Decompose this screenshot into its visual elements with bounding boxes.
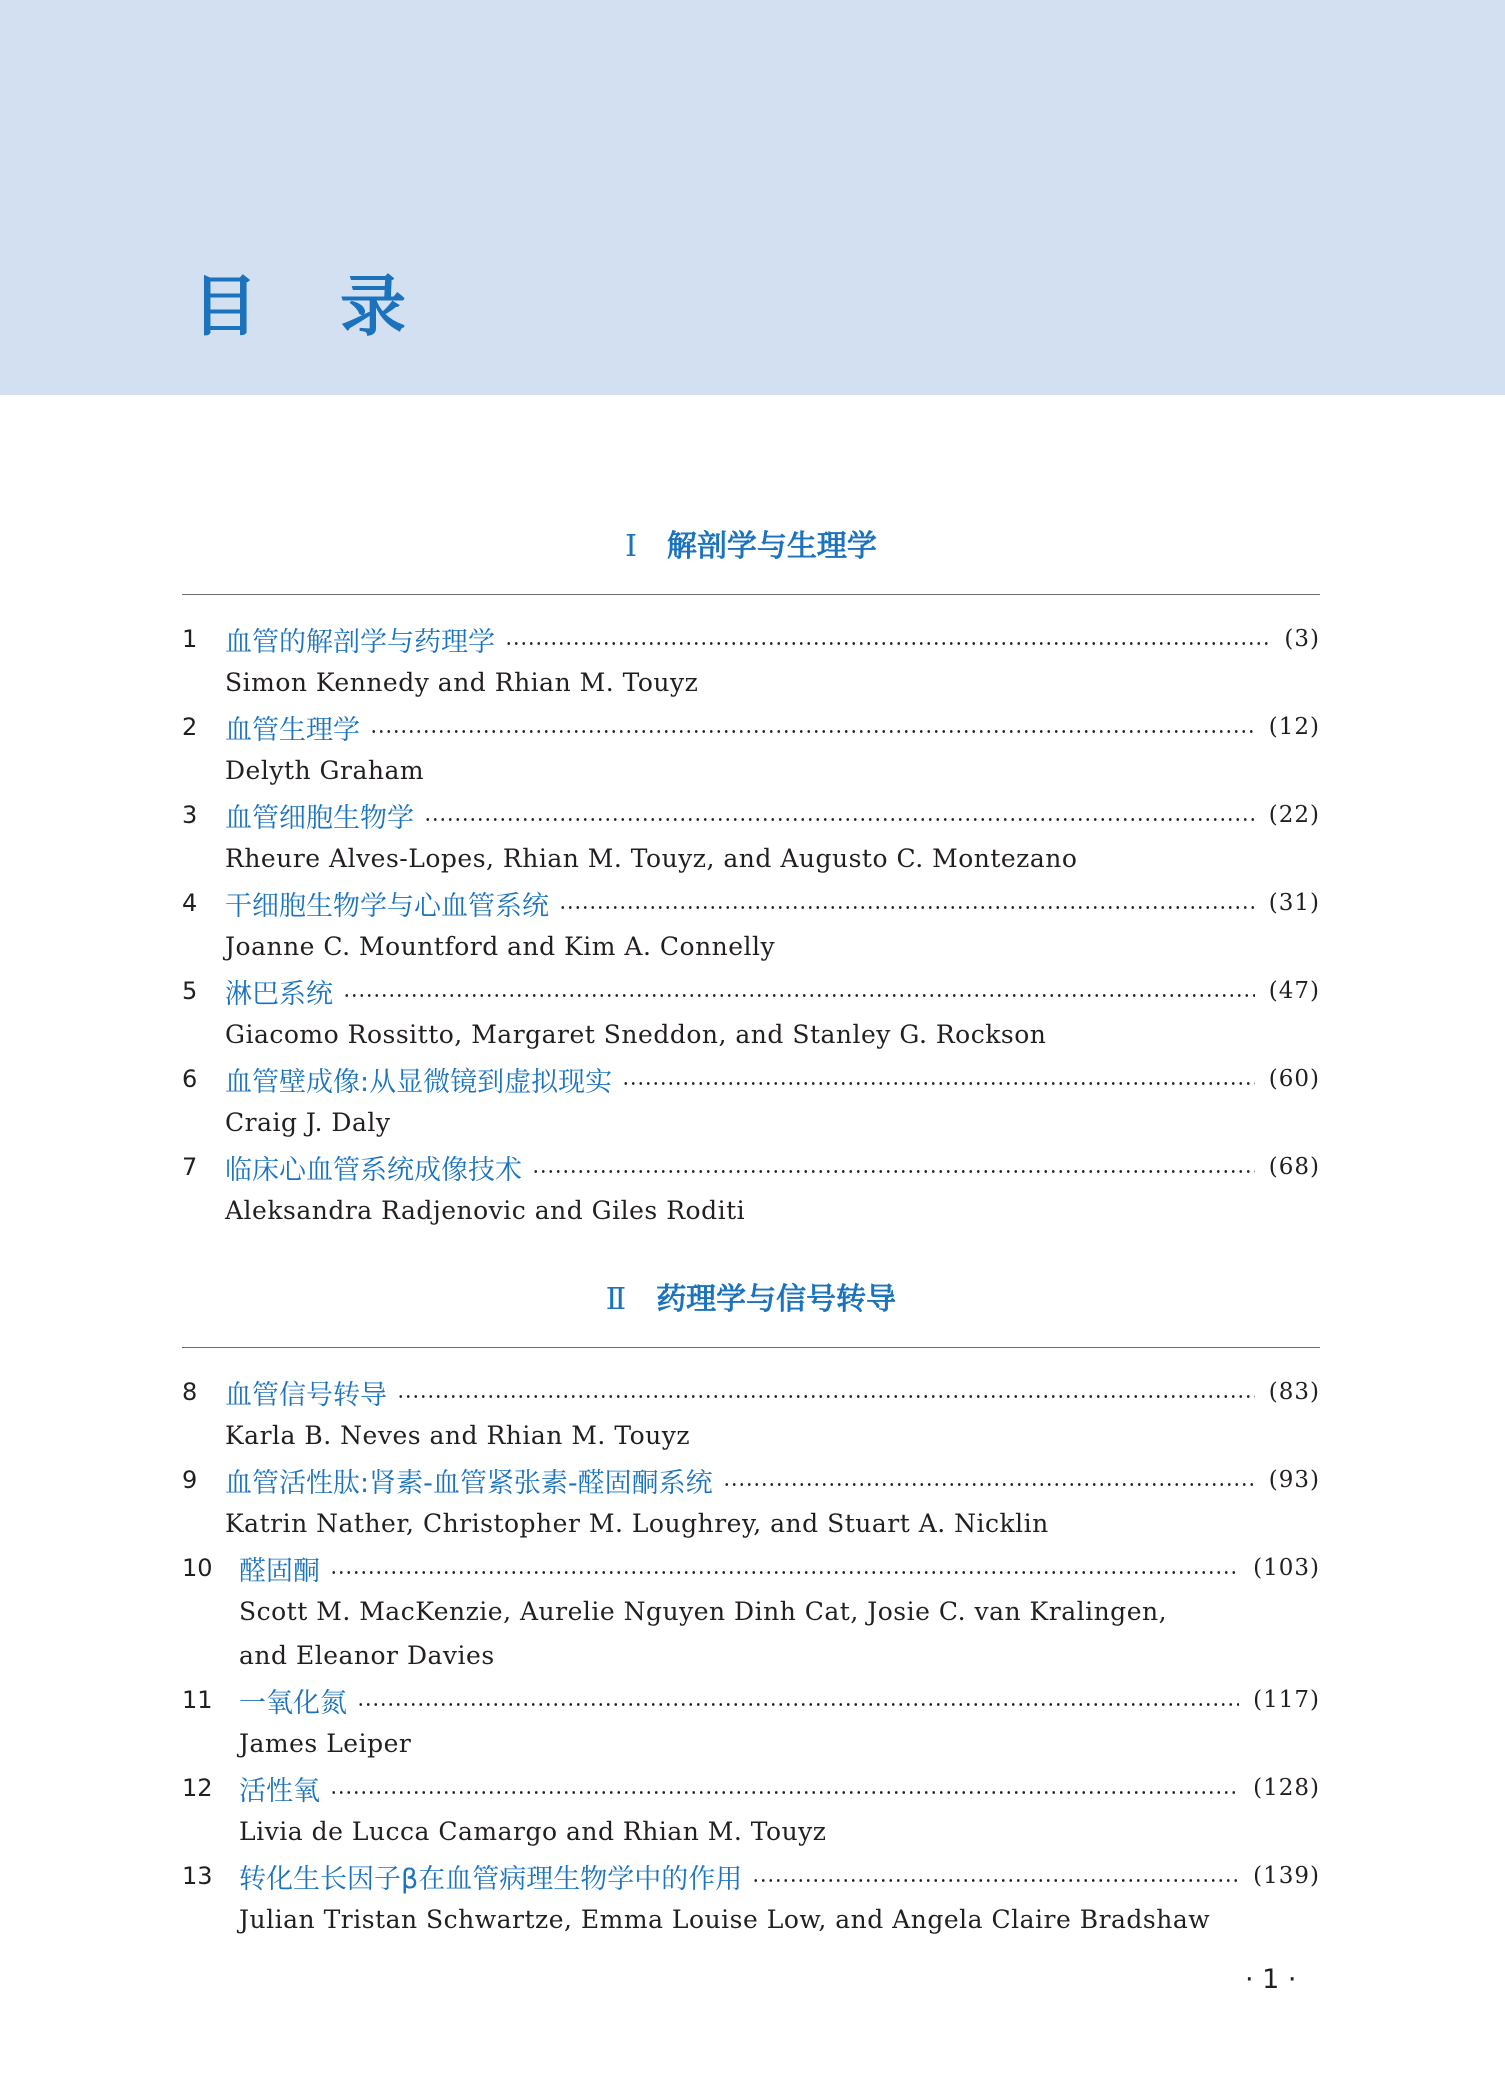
- section-1-title: 解剖学与生理学: [666, 529, 877, 564]
- toc-entry-8[interactable]: [182, 1370, 1320, 1414]
- toc-entry-13[interactable]: [182, 1854, 1320, 1898]
- chapter-number: 10: [182, 1554, 213, 1582]
- chapter-title[interactable]: 淋巴系统: [225, 978, 333, 1010]
- toc-entry-12[interactable]: [182, 1766, 1320, 1810]
- chapter-page: (60): [1268, 1066, 1320, 1092]
- chapter-authors: Joanne C. Mountford and Kim A. Connelly: [225, 932, 776, 961]
- toc-entry-4[interactable]: [182, 881, 1320, 925]
- chapter-page: (22): [1268, 802, 1320, 828]
- toc-entry-7[interactable]: [182, 1145, 1320, 1189]
- section-2-divider: [182, 1347, 1320, 1348]
- chapter-title[interactable]: 血管活性肽:肾素-血管紧张素-醛固酮系统: [225, 1467, 713, 1499]
- section-2-numeral: Ⅱ: [605, 1282, 627, 1317]
- chapter-number: 2: [182, 713, 198, 741]
- chapter-page: (47): [1268, 978, 1320, 1004]
- section-1-numeral: Ⅰ: [625, 529, 637, 564]
- chapter-authors: Craig J. Daly: [225, 1108, 391, 1137]
- toc-entry-9[interactable]: [182, 1458, 1320, 1502]
- dot-leader: [397, 1395, 1255, 1398]
- chapter-authors: Rheure Alves-Lopes, Rhian M. Touyz, and Augusto C. Montezano: [225, 844, 1078, 873]
- toc-entry-6[interactable]: [182, 1057, 1320, 1101]
- toc-entry-10[interactable]: [182, 1546, 1320, 1590]
- chapter-title[interactable]: 血管的解剖学与药理学: [225, 626, 495, 658]
- dot-leader: [343, 994, 1255, 997]
- chapter-number: 6: [182, 1065, 198, 1093]
- page-number: · 1 ·: [1245, 1964, 1297, 1995]
- dot-leader: [424, 818, 1255, 821]
- chapter-number: 4: [182, 889, 198, 917]
- dot-leader: [752, 1879, 1239, 1882]
- chapter-title[interactable]: 血管生理学: [225, 714, 360, 746]
- chapter-number: 12: [182, 1774, 213, 1802]
- dot-leader: [723, 1483, 1255, 1486]
- chapter-authors: Giacomo Rossitto, Margaret Sneddon, and Stanley G. Rockson: [225, 1020, 1047, 1049]
- dot-leader: [357, 1703, 1239, 1706]
- chapter-page: (68): [1268, 1154, 1320, 1180]
- chapter-authors: Aleksandra Radjenovic and Giles Roditi: [225, 1196, 746, 1225]
- chapter-title[interactable]: 活性氧: [239, 1775, 320, 1807]
- chapter-number: 7: [182, 1153, 198, 1181]
- chapter-authors: Delyth Graham: [225, 756, 425, 785]
- chapter-authors: Katrin Nather, Christopher M. Loughrey, and Stuart A. Nicklin: [225, 1509, 1049, 1538]
- chapter-number: 3: [182, 801, 198, 829]
- chapter-title[interactable]: 干细胞生物学与心血管系统: [225, 890, 549, 922]
- section-2-title: 药理学与信号转导: [656, 1282, 897, 1317]
- chapter-number: 11: [182, 1686, 213, 1714]
- chapter-number: 1: [182, 625, 198, 653]
- chapter-number: 9: [182, 1466, 198, 1494]
- chapter-authors: Livia de Lucca Camargo and Rhian M. Touyz: [239, 1817, 827, 1846]
- dot-leader: [370, 730, 1255, 733]
- section-heading-1: [182, 527, 1320, 567]
- chapter-number: 8: [182, 1378, 198, 1406]
- chapter-authors: Julian Tristan Schwartze, Emma Louise Low, and Angela Claire Bradshaw: [239, 1905, 1211, 1934]
- chapter-authors: Simon Kennedy and Rhian M. Touyz: [225, 668, 699, 697]
- dot-leader: [622, 1082, 1255, 1085]
- dot-leader: [505, 642, 1270, 645]
- chapter-authors: Scott M. MacKenzie, Aurelie Nguyen Dinh Cat, Josie C. van Kralingen,: [239, 1597, 1168, 1626]
- chapter-title[interactable]: 一氧化氮: [239, 1687, 347, 1719]
- chapter-page: (83): [1268, 1379, 1320, 1405]
- dot-leader: [532, 1170, 1255, 1173]
- chapter-title[interactable]: 转化生长因子β在血管病理生物学中的作用: [239, 1863, 743, 1895]
- dot-leader: [559, 906, 1255, 909]
- chapter-number: 13: [182, 1862, 213, 1890]
- chapter-title[interactable]: 醛固酮: [239, 1555, 320, 1587]
- chapter-page: (3): [1284, 626, 1320, 652]
- chapter-page: (128): [1253, 1775, 1320, 1801]
- chapter-authors: Karla B. Neves and Rhian M. Touyz: [225, 1421, 691, 1450]
- section-heading-2: [182, 1280, 1320, 1320]
- chapter-number: 5: [182, 977, 198, 1005]
- toc-entry-1[interactable]: [182, 617, 1320, 661]
- chapter-page: (12): [1268, 714, 1320, 740]
- section-1-divider: [182, 594, 1320, 595]
- chapter-page: (31): [1268, 890, 1320, 916]
- chapter-authors: James Leiper: [239, 1729, 412, 1758]
- chapter-page: (117): [1253, 1687, 1320, 1713]
- toc-entry-5[interactable]: [182, 969, 1320, 1013]
- chapter-title[interactable]: 血管细胞生物学: [225, 802, 414, 834]
- dot-leader: [330, 1571, 1239, 1574]
- dot-leader: [330, 1791, 1239, 1794]
- chapter-title[interactable]: 血管信号转导: [225, 1379, 387, 1411]
- chapter-page: (139): [1253, 1863, 1320, 1889]
- page-title: 目录: [192, 268, 488, 345]
- header-banner: [0, 0, 1505, 395]
- chapter-page: (93): [1268, 1467, 1320, 1493]
- toc-entry-3[interactable]: [182, 793, 1320, 837]
- chapter-authors-continued: and Eleanor Davies: [239, 1641, 495, 1670]
- toc-entry-11[interactable]: [182, 1678, 1320, 1722]
- chapter-page: (103): [1253, 1555, 1320, 1581]
- toc-entry-2[interactable]: [182, 705, 1320, 749]
- chapter-title[interactable]: 临床心血管系统成像技术: [225, 1154, 522, 1186]
- chapter-title[interactable]: 血管壁成像:从显微镜到虚拟现实: [225, 1066, 613, 1098]
